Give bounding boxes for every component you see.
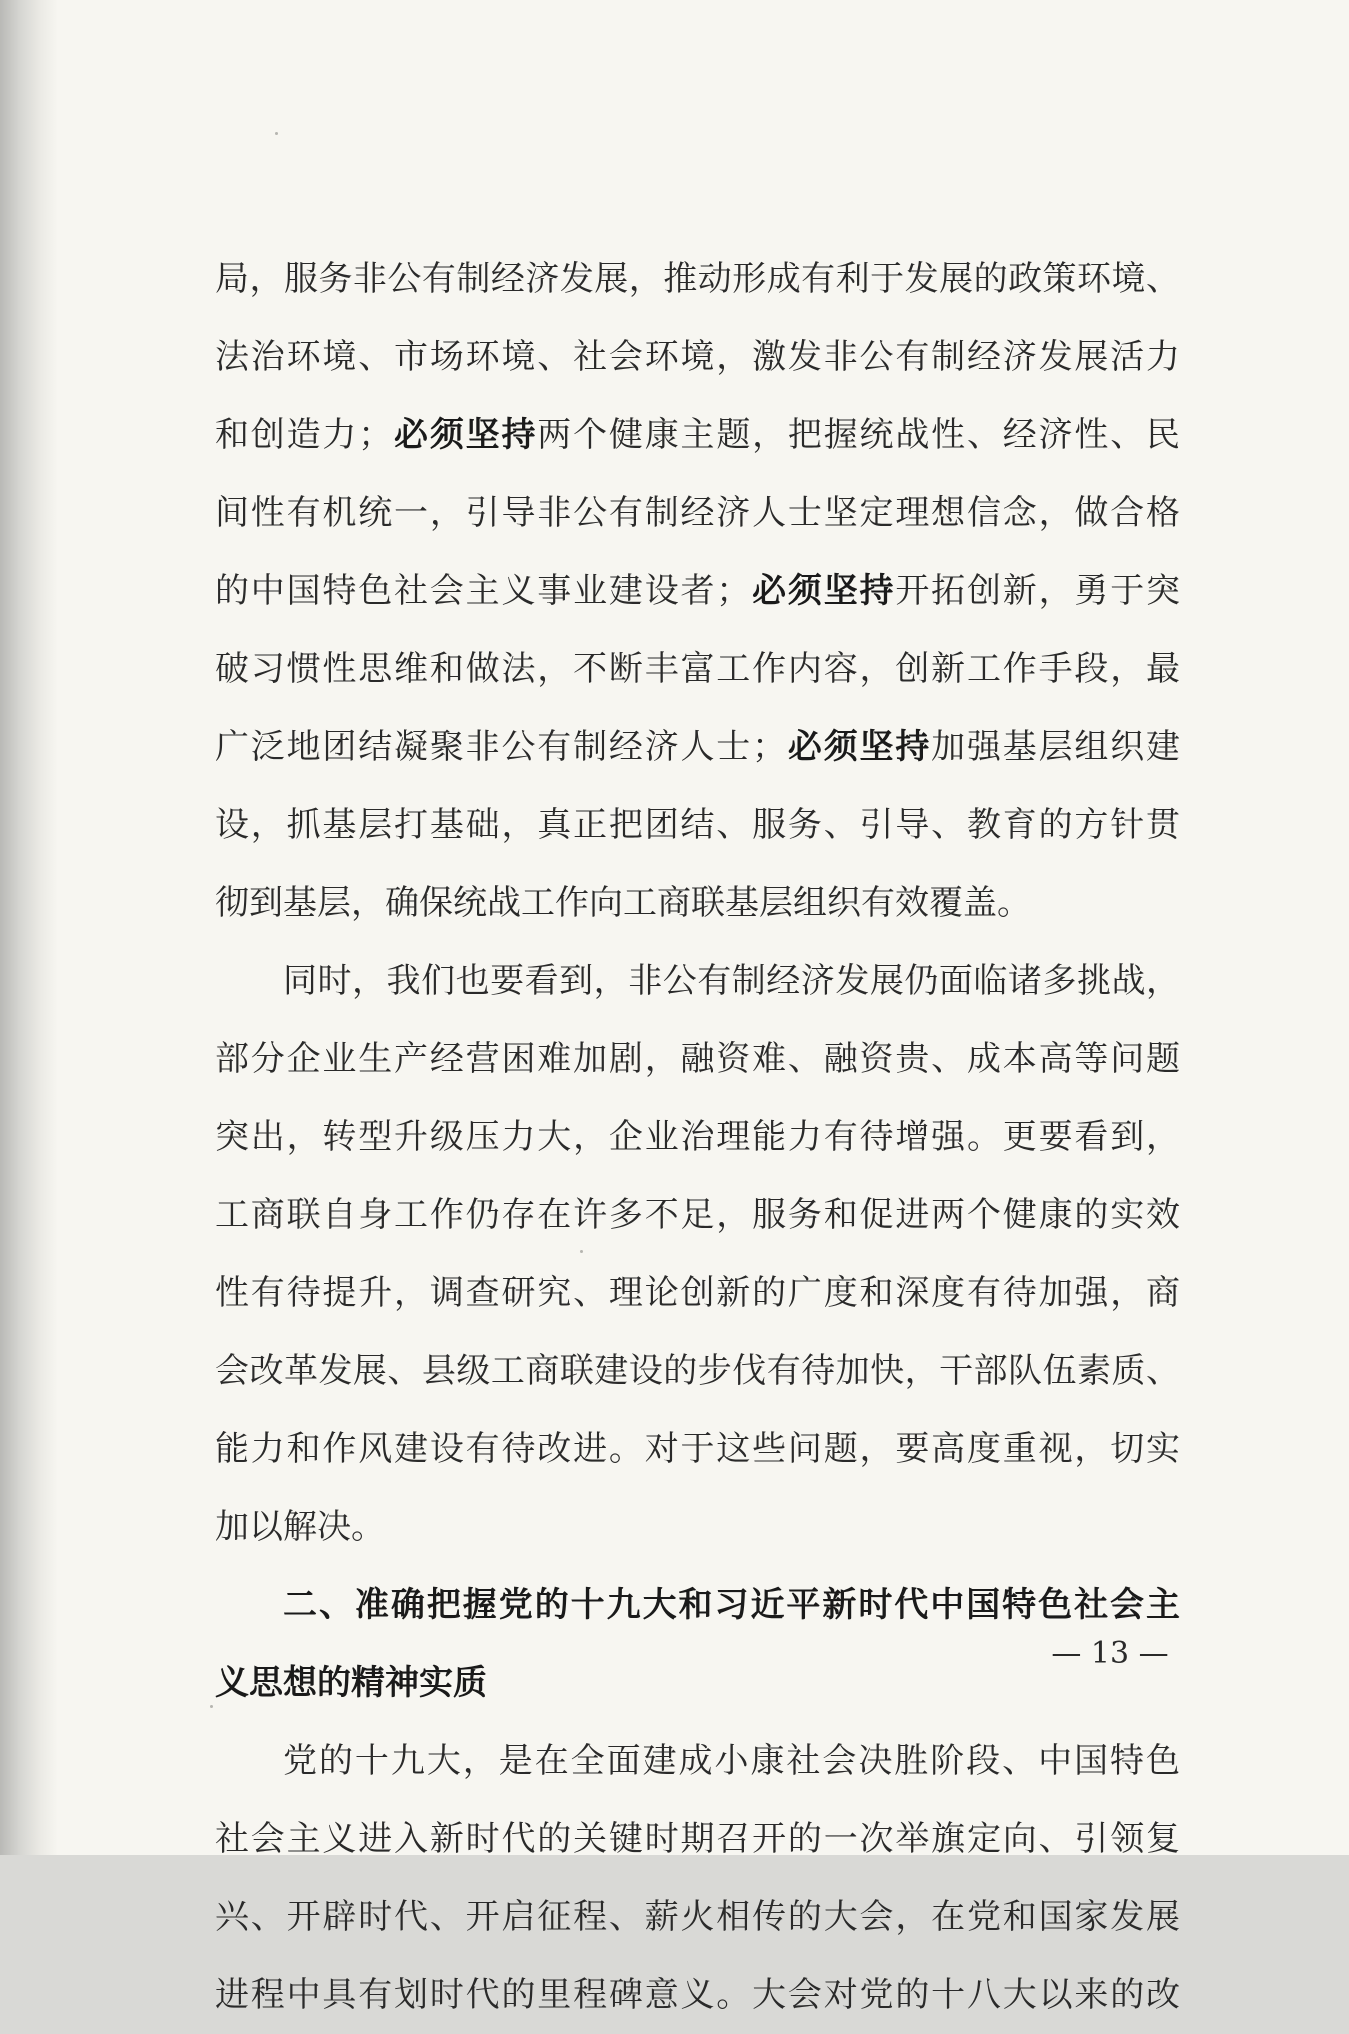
paragraph-1-line-3 <box>215 396 1180 474</box>
paragraph-1-line-2: 法治环境、市场环境、社会环境，激发非公有制经济发展活力 <box>215 337 1180 377</box>
scan-speck <box>580 1250 583 1253</box>
scan-speck <box>275 132 278 135</box>
page-number: — 13 — <box>1051 1636 1169 1671</box>
paragraph-2-line-8: 加以解决。 <box>215 1507 385 1547</box>
text-run: 广泛地团结凝聚非公有制经济人士； <box>215 727 787 767</box>
paragraph-3-line-2: 社会主义进入新时代的关键时期召开的一次举旗定向、引领复 <box>215 1819 1180 1859</box>
emphasis-text: 必须坚持 <box>750 571 896 611</box>
paragraph-2-line-7: 能力和作风建设有待改进。对于这些问题，要高度重视，切实 <box>215 1429 1180 1469</box>
paragraph-2-line-1: 同时，我们也要看到，非公有制经济发展仍面临诸多挑战， <box>283 961 1180 1001</box>
text-run: 两个健康主题，把握统战性、经济性、民 <box>537 415 1181 455</box>
paragraph-2-line-4: 工商联自身工作仍存在许多不足，服务和促进两个健康的实效 <box>215 1195 1180 1235</box>
emphasis-text: 必须坚持 <box>786 727 932 767</box>
paragraph-3-line-1: 党的十九大，是在全面建成小康社会决胜阶段、中国特色 <box>283 1741 1180 1781</box>
text-run: 加强基层组织建 <box>931 727 1181 767</box>
paragraph-1-line-4: 间性有机统一，引导非公有制经济人士坚定理想信念，做合格 <box>215 493 1180 533</box>
paragraph-1-line-7 <box>215 708 1180 786</box>
emphasis-text: 必须坚持 <box>392 415 538 455</box>
paragraph-1-line-8: 设，抓基层打基础，真正把团结、服务、引导、教育的方针贯 <box>215 805 1180 845</box>
paragraph-2-line-2: 部分企业生产经营困难加剧，融资难、融资贵、成本高等问题 <box>215 1039 1180 1079</box>
paragraph-2-line-3: 突出，转型升级压力大，企业治理能力有待增强。更要看到， <box>215 1117 1180 1157</box>
paragraph-2-line-5: 性有待提升，调查研究、理论创新的广度和深度有待加强，商 <box>215 1273 1180 1313</box>
paragraph-1-line-9: 彻到基层，确保统战工作向工商联基层组织有效覆盖。 <box>215 883 1031 923</box>
body-text <box>215 240 1180 2034</box>
paragraph-2-line-6: 会改革发展、县级工商联建设的步伐有待加快，干部队伍素质、 <box>215 1351 1180 1391</box>
text-run: 的中国特色社会主义事业建设者； <box>215 571 751 611</box>
text-run: 开拓创新，勇于突 <box>895 571 1181 611</box>
paragraph-3-line-4: 进程中具有划时代的里程碑意义。大会对党的十八大以来的改 <box>215 1975 1180 2015</box>
scan-speck <box>210 1705 213 1708</box>
section-heading-line-1: 二、准确把握党的十九大和习近平新时代中国特色社会主 <box>283 1585 1180 1625</box>
paragraph-3-line-3: 兴、开辟时代、开启征程、薪火相传的大会，在党和国家发展 <box>215 1897 1180 1937</box>
binding-shadow <box>0 0 58 1855</box>
section-heading-line-2: 义思想的精神实质 <box>215 1663 487 1703</box>
paragraph-1-line-6: 破习惯性思维和做法，不断丰富工作内容，创新工作手段，最 <box>215 649 1180 689</box>
text-run: 和创造力； <box>215 415 393 455</box>
paragraph-1-line-1: 局，服务非公有制经济发展，推动形成有利于发展的政策环境、 <box>215 259 1180 299</box>
paragraph-1-line-5 <box>215 552 1180 630</box>
